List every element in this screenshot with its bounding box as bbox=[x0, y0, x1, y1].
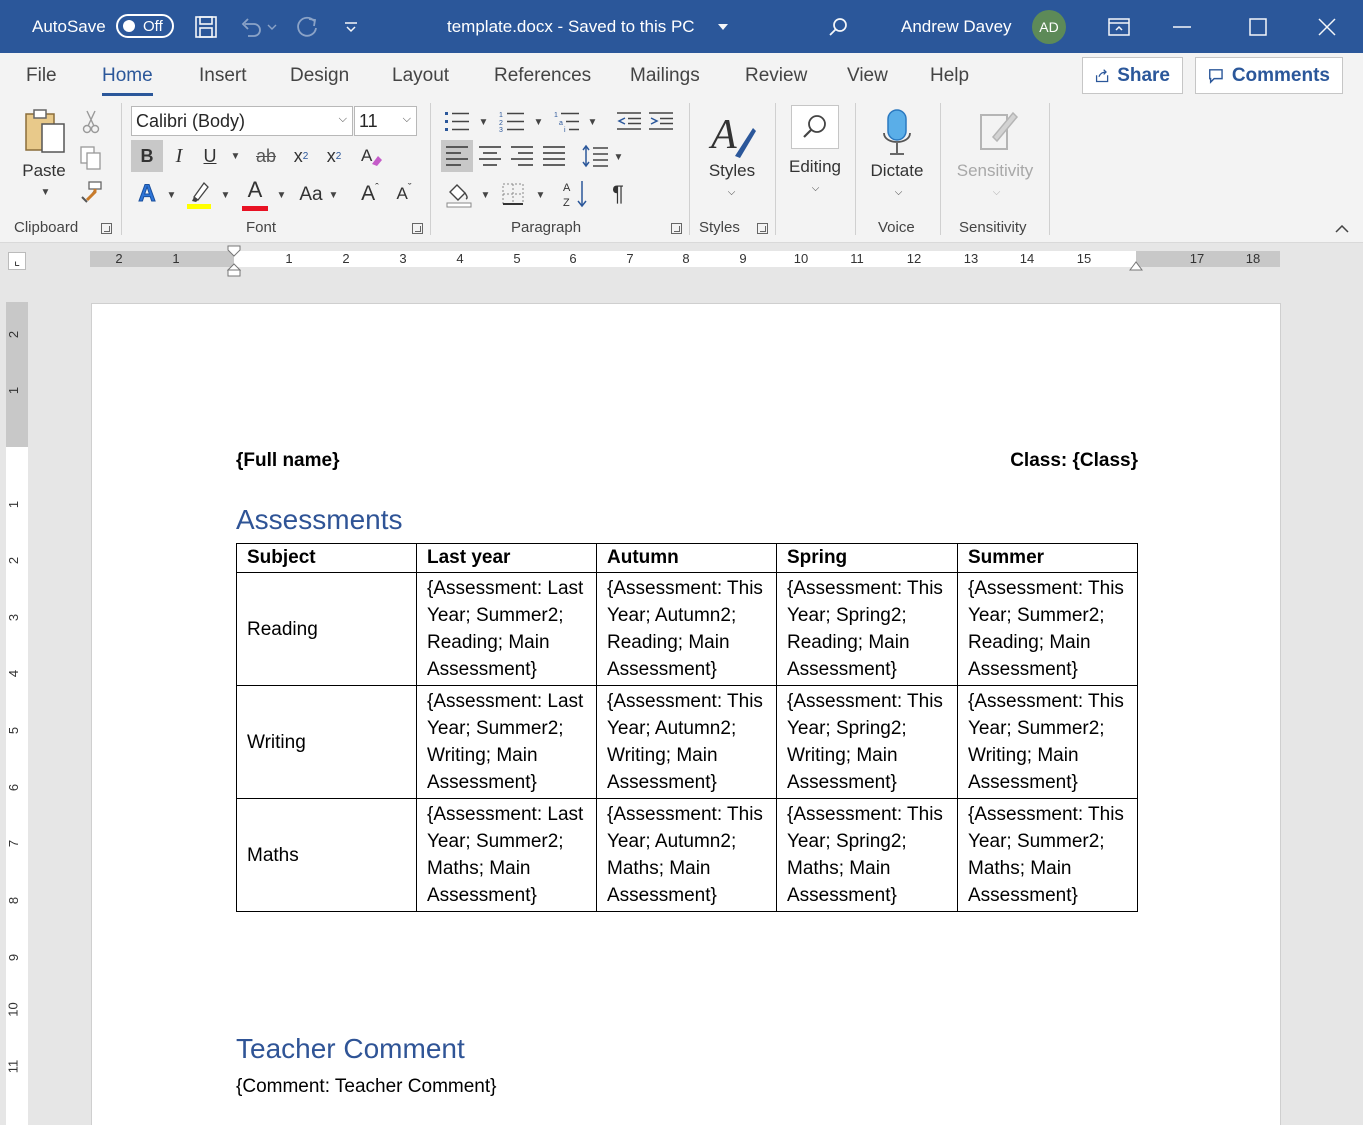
ruler-number: 1 bbox=[6, 386, 22, 395]
ruler-number: 4 bbox=[456, 251, 464, 266]
table-header-cell[interactable]: Last year bbox=[417, 544, 597, 573]
ruler-number: 8 bbox=[6, 896, 22, 905]
tab-mailings[interactable]: Mailings bbox=[630, 65, 700, 86]
tab-insert[interactable]: Insert bbox=[199, 65, 247, 86]
ruler-number: 12 bbox=[906, 251, 922, 266]
ruler-number: 13 bbox=[963, 251, 979, 266]
styles-launcher-icon[interactable] bbox=[757, 223, 768, 234]
table-row bbox=[237, 573, 1138, 686]
subscript-button[interactable]: x 2 bbox=[293, 145, 309, 166]
multilevel-list-icon[interactable] bbox=[553, 107, 581, 135]
group-label-voice: Voice bbox=[878, 219, 915, 236]
styles-label[interactable]: Styles bbox=[708, 161, 756, 180]
ruler-number: 2 bbox=[6, 556, 22, 565]
chevron-down-icon: ⌵ bbox=[402, 113, 411, 125]
group-separator bbox=[689, 103, 690, 235]
comment-field[interactable]: {Comment: Teacher Comment} bbox=[236, 1076, 497, 1097]
svg-text:A: A bbox=[361, 146, 373, 165]
minimize-icon[interactable] bbox=[1167, 12, 1197, 42]
svg-text:3: 3 bbox=[499, 127, 503, 132]
justify-icon[interactable] bbox=[538, 140, 570, 172]
table-cell[interactable]: {Assessment: This Year; Spring2; Reading; Main Assessment} bbox=[777, 573, 958, 686]
user-name[interactable]: Andrew Davey bbox=[901, 17, 1012, 36]
table-header-cell[interactable]: Subject bbox=[237, 544, 417, 573]
svg-text:Z: Z bbox=[563, 197, 570, 209]
document-title[interactable]: template.docx - Saved to this PC bbox=[447, 17, 695, 36]
table-cell[interactable]: {Assessment: This Year; Summer2; Reading; Main Assessment} bbox=[958, 573, 1138, 686]
ruler-number: 8 bbox=[682, 251, 690, 266]
svg-text:A: A bbox=[711, 112, 737, 158]
table-row bbox=[237, 686, 1138, 799]
assessments-table[interactable] bbox=[236, 543, 1138, 912]
group-label-paragraph: Paragraph bbox=[511, 219, 582, 236]
right-indent-marker-icon[interactable] bbox=[1129, 259, 1143, 271]
line-spacing-icon[interactable] bbox=[580, 140, 610, 172]
microphone-icon[interactable] bbox=[877, 107, 917, 159]
format-painter-icon[interactable] bbox=[78, 179, 104, 205]
vertical-ruler[interactable] bbox=[6, 302, 28, 1125]
sensitivity-label: Sensitivity bbox=[956, 161, 1034, 180]
clipboard-launcher-icon[interactable] bbox=[101, 223, 112, 234]
font-color-dropdown-icon[interactable]: ▼ bbox=[276, 189, 287, 201]
table-cell[interactable]: {Assessment: This Year; Summer2; Maths; Main Assessment} bbox=[958, 799, 1138, 912]
ruler-number: 2 bbox=[115, 251, 123, 266]
line-spacing-dropdown-icon[interactable]: ▼ bbox=[613, 151, 624, 163]
horizontal-ruler bbox=[0, 243, 1363, 276]
comments-button[interactable] bbox=[1195, 57, 1343, 94]
group-separator bbox=[940, 103, 941, 235]
styles-icon[interactable] bbox=[706, 109, 758, 161]
table-header-cell[interactable]: Spring bbox=[777, 544, 958, 573]
group-label-clipboard: Clipboard bbox=[14, 219, 79, 236]
bold-button[interactable]: B bbox=[131, 140, 163, 172]
subject-cell[interactable]: Maths bbox=[237, 799, 417, 912]
subject-cell[interactable]: Reading bbox=[237, 573, 417, 686]
ruler-number: 2 bbox=[342, 251, 350, 266]
strikethrough-button[interactable]: ab bbox=[255, 145, 277, 166]
show-hide-paragraph-icon[interactable]: ¶ bbox=[612, 181, 624, 206]
group-separator bbox=[855, 103, 856, 235]
customize-quick-access-icon[interactable] bbox=[336, 12, 366, 42]
align-center-icon[interactable] bbox=[474, 140, 506, 172]
avatar[interactable]: AD bbox=[1032, 10, 1066, 44]
subject-cell[interactable]: Writing bbox=[237, 686, 417, 799]
superscript-button[interactable]: x 2 bbox=[326, 145, 342, 166]
table-cell[interactable]: {Assessment: This Year; Spring2; Writing; Main Assessment} bbox=[777, 686, 958, 799]
group-label-styles: Styles bbox=[699, 219, 740, 236]
editing-dropdown-icon[interactable]: ⌵ bbox=[811, 182, 820, 194]
ruler-number: 9 bbox=[6, 953, 22, 962]
ruler-number: 1 bbox=[285, 251, 293, 266]
text-effects-button[interactable] bbox=[133, 177, 161, 211]
change-case-button[interactable]: Aa bbox=[299, 184, 323, 205]
align-right-icon[interactable] bbox=[506, 140, 538, 172]
ruler-number: 17 bbox=[1189, 251, 1205, 266]
font-color-button[interactable] bbox=[240, 177, 270, 211]
group-separator bbox=[1049, 103, 1050, 235]
svg-text:1: 1 bbox=[554, 112, 558, 119]
paste-dropdown-icon[interactable]: ▼ bbox=[40, 186, 51, 198]
font-launcher-icon[interactable] bbox=[412, 223, 423, 234]
underline-dropdown-icon[interactable]: ▼ bbox=[230, 150, 241, 162]
ruler-number: 9 bbox=[739, 251, 747, 266]
ruler-number: 5 bbox=[513, 251, 521, 266]
ruler-number: 5 bbox=[6, 726, 22, 735]
ruler-number: 11 bbox=[5, 1059, 21, 1074]
font-name-value: Calibri (Body) bbox=[136, 110, 246, 131]
group-separator bbox=[775, 103, 776, 235]
full-name-field[interactable]: {Full name} bbox=[236, 450, 340, 471]
ruler-number: 7 bbox=[6, 839, 22, 848]
ruler-number: 14 bbox=[1019, 251, 1035, 266]
maximize-icon[interactable] bbox=[1243, 12, 1273, 42]
bullets-icon[interactable] bbox=[443, 107, 471, 135]
dictate-label[interactable]: Dictate bbox=[870, 161, 924, 180]
numbering-dropdown-icon[interactable]: ▼ bbox=[533, 116, 544, 128]
tab-view[interactable]: View bbox=[847, 65, 888, 86]
ruler-number: 7 bbox=[626, 251, 634, 266]
assessments-heading[interactable]: Assessments bbox=[236, 504, 403, 535]
ruler-left-margin bbox=[90, 251, 234, 267]
ruler-number: 1 bbox=[6, 500, 22, 509]
comment-icon bbox=[1208, 67, 1224, 85]
styles-dropdown-icon[interactable]: ⌵ bbox=[727, 186, 736, 198]
share-icon bbox=[1095, 67, 1109, 85]
ribbon-display-options-icon[interactable] bbox=[1104, 12, 1134, 42]
sensitivity-icon bbox=[973, 105, 1021, 155]
tab-design[interactable]: Design bbox=[290, 65, 350, 86]
svg-text:i: i bbox=[564, 127, 566, 132]
italic-button[interactable]: I bbox=[175, 144, 183, 167]
shrink-font-button[interactable]: A ˇ bbox=[396, 182, 412, 203]
autosave-toggle[interactable] bbox=[116, 14, 174, 38]
paste-icon[interactable] bbox=[22, 107, 70, 157]
tab-home[interactable]: Home bbox=[102, 65, 153, 86]
tab-file[interactable]: File bbox=[26, 65, 57, 86]
class-field[interactable]: Class: {Class} bbox=[1010, 450, 1138, 471]
ruler-number: 2 bbox=[6, 330, 22, 339]
shrink-font-label: A bbox=[396, 184, 408, 203]
table-row bbox=[237, 799, 1138, 912]
table-cell[interactable]: {Assessment: This Year; Summer2; Writing; Main Assessment} bbox=[958, 686, 1138, 799]
editing-icon[interactable] bbox=[791, 105, 839, 149]
table-cell[interactable]: {Assessment: Last Year; Summer2; Reading; Main Assessment} bbox=[417, 573, 597, 686]
bullets-dropdown-icon[interactable]: ▼ bbox=[478, 116, 489, 128]
comments-label: Comments bbox=[1231, 64, 1330, 86]
dictate-dropdown-icon[interactable]: ⌵ bbox=[894, 186, 903, 198]
font-color-label: A bbox=[247, 177, 263, 202]
align-left-icon[interactable] bbox=[441, 140, 473, 172]
svg-text:A: A bbox=[563, 182, 571, 194]
ruler-number: 3 bbox=[6, 613, 22, 622]
change-case-dropdown-icon[interactable]: ▼ bbox=[328, 189, 339, 201]
highlight-color-icon[interactable] bbox=[184, 177, 214, 211]
sort-icon[interactable] bbox=[561, 178, 591, 210]
clear-formatting-icon[interactable] bbox=[356, 140, 386, 172]
copy-icon[interactable] bbox=[78, 145, 104, 171]
group-label-sensitivity: Sensitivity bbox=[959, 219, 1027, 236]
increase-indent-icon[interactable] bbox=[647, 107, 675, 135]
ruler-number: 1 bbox=[172, 251, 180, 266]
multilevel-dropdown-icon[interactable]: ▼ bbox=[587, 116, 598, 128]
text-effects-label: A bbox=[138, 180, 156, 207]
ruler-number: 10 bbox=[5, 1002, 21, 1017]
font-name-combobox[interactable] bbox=[131, 106, 353, 136]
document-page[interactable] bbox=[91, 303, 1281, 1125]
autosave-state: Off bbox=[143, 18, 163, 35]
grow-font-button[interactable]: A ˆ bbox=[361, 182, 379, 205]
borders-icon[interactable] bbox=[498, 178, 528, 210]
ruler-number: 6 bbox=[6, 783, 22, 792]
numbering-icon[interactable] bbox=[498, 107, 526, 135]
indent-marker-icon[interactable] bbox=[227, 245, 241, 277]
ruler-number: 6 bbox=[569, 251, 577, 266]
paragraph-launcher-icon[interactable] bbox=[671, 223, 682, 234]
table-cell[interactable]: {Assessment: This Year; Autumn2; Maths; Main Assessment} bbox=[597, 799, 777, 912]
group-separator bbox=[121, 103, 122, 235]
tab-help[interactable]: Help bbox=[930, 65, 970, 86]
tab-layout[interactable]: Layout bbox=[392, 65, 450, 86]
ribbon-tabs bbox=[0, 53, 1363, 101]
search-icon[interactable] bbox=[823, 12, 853, 42]
superscript-label: x bbox=[326, 145, 336, 166]
paste-label[interactable]: Paste bbox=[22, 161, 66, 180]
font-size-combobox[interactable] bbox=[354, 106, 417, 136]
borders-dropdown-icon[interactable]: ▼ bbox=[535, 189, 546, 201]
editing-label[interactable]: Editing bbox=[789, 157, 841, 176]
cut-icon[interactable] bbox=[80, 109, 102, 135]
highlight-dropdown-icon[interactable]: ▼ bbox=[220, 189, 231, 201]
group-label-font: Font bbox=[246, 219, 277, 236]
table-cell[interactable]: {Assessment: This Year; Autumn2; Writing; Main Assessment} bbox=[597, 686, 777, 799]
font-color-bar bbox=[242, 206, 268, 211]
tab-references[interactable]: References bbox=[494, 65, 592, 86]
title-bar bbox=[0, 0, 1363, 53]
shading-icon[interactable] bbox=[443, 178, 475, 210]
teacher-comment-heading[interactable]: Teacher Comment bbox=[236, 1033, 465, 1064]
svg-text:2: 2 bbox=[499, 120, 503, 127]
autosave-label: AutoSave bbox=[32, 17, 106, 36]
close-icon[interactable] bbox=[1312, 12, 1342, 42]
tab-selector-icon[interactable]: ⌞ bbox=[8, 252, 26, 270]
ruler-number: 15 bbox=[1076, 251, 1092, 266]
table-header-row bbox=[237, 544, 1138, 573]
subscript-label: x bbox=[293, 145, 303, 166]
font-size-value: 11 bbox=[359, 110, 378, 131]
chevron-down-icon: ⌵ bbox=[338, 113, 347, 125]
table-cell[interactable]: {Assessment: Last Year; Summer2; Maths; Main Assessment} bbox=[417, 799, 597, 912]
ruler-number: 10 bbox=[793, 251, 809, 266]
svg-text:1: 1 bbox=[499, 112, 503, 119]
vertical-ruler-margin bbox=[6, 302, 28, 447]
text-effects-dropdown-icon[interactable]: ▼ bbox=[166, 189, 177, 201]
ribbon bbox=[0, 101, 1363, 243]
decrease-indent-icon[interactable] bbox=[615, 107, 643, 135]
group-separator bbox=[430, 103, 431, 235]
share-label: Share bbox=[1117, 64, 1170, 86]
ruler-number: 3 bbox=[399, 251, 407, 266]
undo-dropdown-icon[interactable] bbox=[262, 12, 282, 42]
toggle-knob bbox=[123, 20, 135, 32]
share-button[interactable] bbox=[1082, 57, 1183, 94]
redo-icon[interactable] bbox=[293, 12, 323, 42]
ruler-number: 11 bbox=[850, 251, 864, 266]
grow-font-label: A bbox=[361, 182, 376, 205]
ruler-number: 4 bbox=[6, 669, 22, 678]
ruler-number: 18 bbox=[1245, 251, 1261, 266]
tab-review[interactable]: Review bbox=[745, 65, 808, 86]
table-header-cell[interactable]: Summer bbox=[958, 544, 1138, 573]
title-dropdown-icon[interactable] bbox=[711, 12, 735, 42]
collapse-ribbon-icon[interactable] bbox=[1332, 221, 1352, 237]
table-header-cell[interactable]: Autumn bbox=[597, 544, 777, 573]
sensitivity-dropdown-icon: ⌵ bbox=[992, 186, 1001, 198]
shading-dropdown-icon[interactable]: ▼ bbox=[480, 189, 491, 201]
ruler-bar[interactable] bbox=[90, 251, 1280, 267]
table-cell[interactable]: {Assessment: Last Year; Summer2; Writing; Main Assessment} bbox=[417, 686, 597, 799]
svg-text:a: a bbox=[559, 120, 563, 127]
table-cell[interactable]: {Assessment: This Year; Autumn2; Reading; Main Assessment} bbox=[597, 573, 777, 686]
underline-button[interactable]: U bbox=[203, 145, 217, 166]
table-cell[interactable]: {Assessment: This Year; Spring2; Maths; Main Assessment} bbox=[777, 799, 958, 912]
save-icon[interactable] bbox=[191, 12, 221, 42]
